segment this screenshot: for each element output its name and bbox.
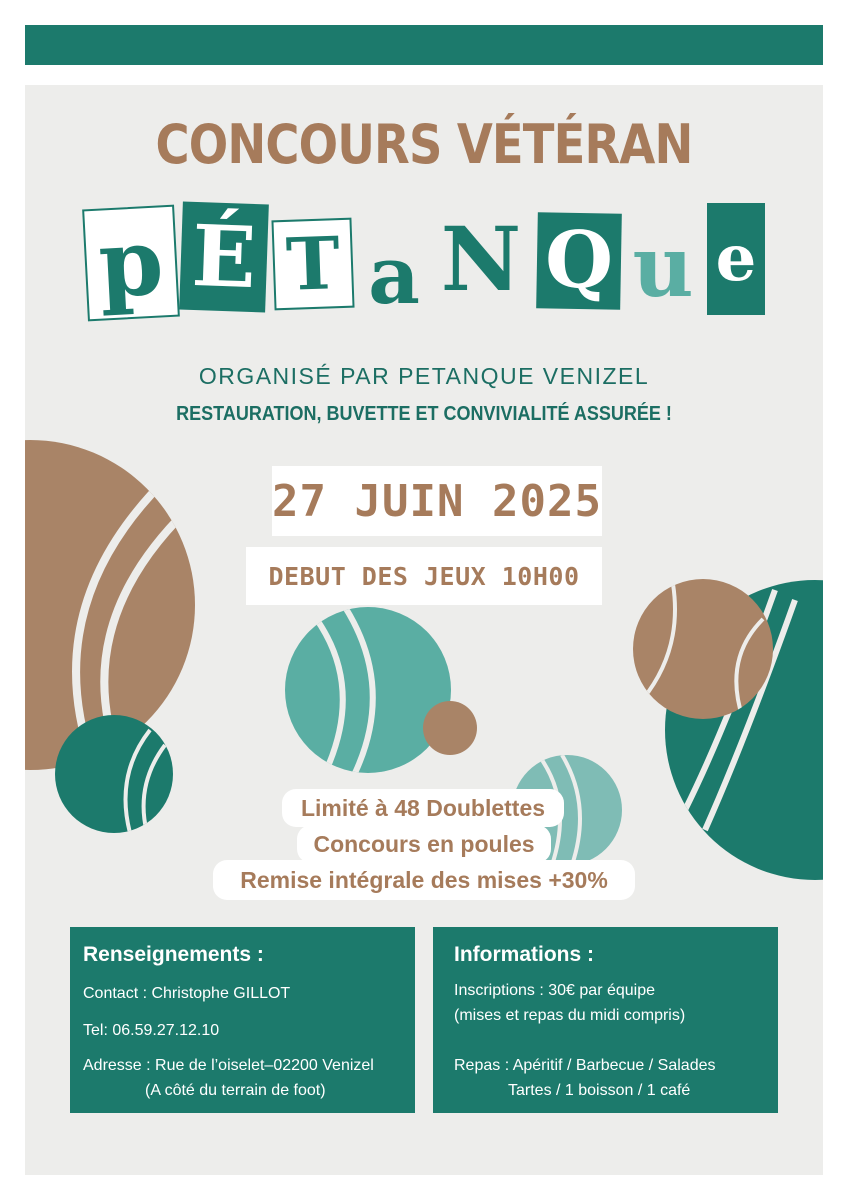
date-box (272, 466, 602, 536)
letter-tile: u (632, 217, 694, 316)
poster (25, 85, 823, 1175)
highlight-line: Limité à 48 Doublettes (282, 789, 564, 827)
petanque-ransom-letters (85, 195, 775, 335)
info-registration: Inscriptions : 30€ par équipe (454, 982, 656, 999)
letter-tile: a (368, 228, 420, 322)
organiser-line: ORGANISÉ PAR PETANQUE VENIZEL (198, 363, 650, 389)
letter-tile: Q (536, 212, 622, 309)
info-meal: Repas : Apéritif / Barbecue / Salades (454, 1057, 716, 1074)
info-panel-title: Informations : (454, 943, 594, 966)
petanque-ball-small-left (55, 715, 173, 833)
letter-tile: N (440, 207, 522, 311)
petanque-ball-center (285, 607, 451, 773)
contact-address-note: (A côté du terrain de foot) (145, 1082, 326, 1099)
start-time-box (246, 547, 602, 605)
poster-title: CONCOURS VÉTÉRAN (155, 113, 693, 176)
top-bar (25, 25, 823, 65)
contact-address: Adresse : Rue de l’oiselet–02200 Venizel (83, 1057, 374, 1074)
info-panel (433, 927, 778, 1113)
contact-name: Contact : Christophe GILLOT (83, 985, 291, 1002)
highlight-line: Concours en poules (297, 825, 551, 863)
letter-tile: É (179, 202, 269, 313)
letter-tile: p (82, 205, 180, 322)
info-registration-note: (mises et repas du midi compris) (454, 1007, 686, 1024)
contact-phone: Tel: 06.59.27.12.10 (83, 1022, 220, 1039)
letter-tile: e (707, 203, 765, 315)
event-date: 27 JUIN 2025 (272, 475, 602, 527)
letter-tile: T (271, 218, 354, 311)
cochonnet (423, 701, 477, 755)
tagline: RESTAURATION, BUVETTE ET CONVIVIALITÉ ASSURÉE ! (176, 403, 672, 425)
petanque-ball-right-brown (633, 579, 773, 719)
contact-panel-title: Renseignements : (83, 943, 264, 966)
start-time: DEBUT DES JEUX 10H00 (268, 561, 580, 591)
contact-panel (70, 927, 415, 1113)
info-meal-cont: Tartes / 1 boisson / 1 café (508, 1082, 691, 1099)
highlight-line: Remise intégrale des mises +30% (213, 860, 635, 900)
